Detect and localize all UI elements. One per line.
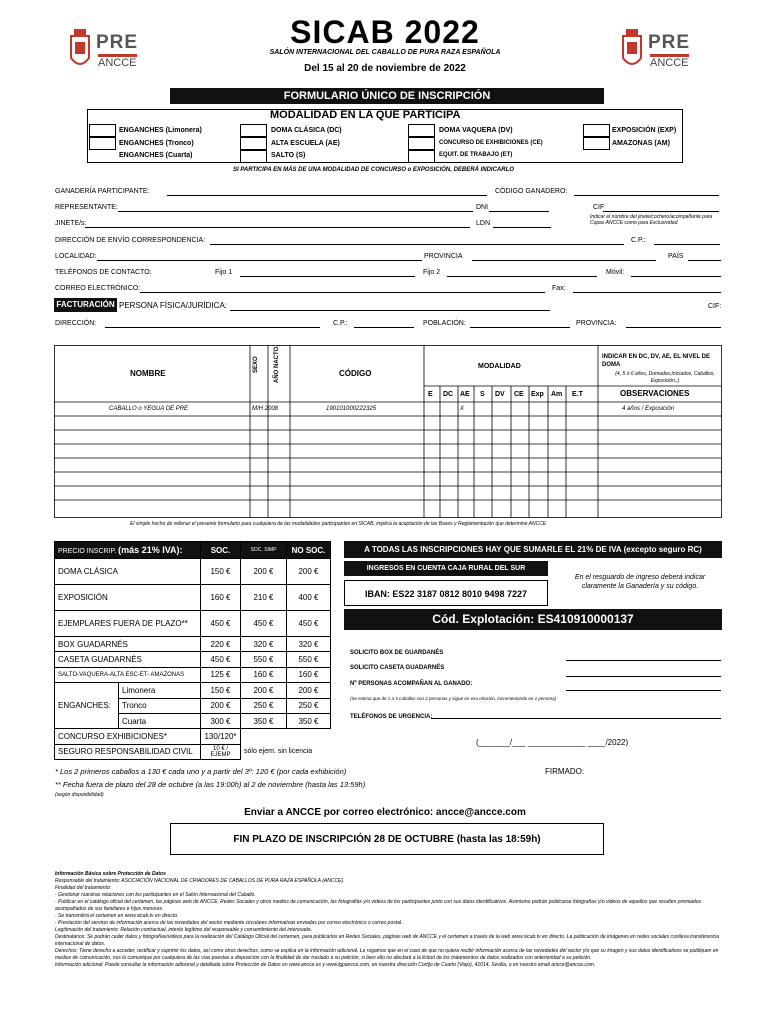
label-fijo1: Fijo 1	[215, 269, 233, 276]
input-direccion-envio[interactable]	[210, 244, 624, 245]
input-movil[interactable]	[631, 276, 721, 277]
input-fijo1[interactable]	[240, 276, 415, 277]
price-row-box: BOX GUADARNÉS 220 € 320 € 320 €	[55, 637, 331, 652]
price-row-exposicion: EXPOSICIÓN 160 € 210 € 400 €	[55, 585, 331, 611]
price-row-seguro: SEGURO RESPONSABILIDAD CIVIL 10 € / EJEMP sólo ejem. sin licencia	[55, 744, 331, 759]
col-ae: AE	[460, 391, 470, 398]
col-e: E	[428, 391, 433, 398]
price-row-fuera-plazo: EJEMPLARES FUERA DE PLAZO** 450 € 450 € 450 €	[55, 611, 331, 637]
label-cp2: C.P.:	[333, 320, 348, 327]
input-correo[interactable]	[140, 292, 545, 293]
input-pais[interactable]	[688, 260, 721, 261]
price-row-tronco: Tronco 200 € 250 € 250 €	[55, 698, 331, 713]
input-cp[interactable]	[654, 244, 720, 245]
label-solicito-caseta: SOLICITO CASETA GUADARNÉS	[350, 665, 445, 671]
label-fax: Fax:	[552, 285, 566, 292]
logo-ancce-text: ANCCE	[98, 54, 137, 69]
label-jinete: JINETE/s:	[55, 220, 87, 227]
modalidad-title: MODALIDAD EN LA QUE PARTICIPA	[270, 109, 461, 121]
input-cp2[interactable]	[354, 327, 414, 328]
input-representante[interactable]	[118, 211, 473, 212]
fecha-firma: (_______/___ _____________ ____/2022)	[476, 738, 629, 747]
input-persona[interactable]	[230, 310, 550, 311]
input-fax[interactable]	[573, 292, 721, 293]
iban-box: IBAN: ES22 3187 0812 8010 9498 7227	[344, 580, 548, 606]
ingresos-banner: INGRESOS EN CUENTA CAJA RURAL DEL SUR	[344, 561, 548, 576]
checkbox-enganches-tronco[interactable]	[89, 137, 116, 150]
label-salto: SALTO (S)	[271, 152, 306, 159]
checkbox-amazonas[interactable]	[583, 137, 610, 150]
price-head-iva: (más 21% IVA):	[118, 545, 183, 555]
input-personas[interactable]	[566, 690, 721, 691]
form-title-bar: FORMULARIO ÚNICO DE INSCRIPCIÓN	[170, 88, 604, 104]
label-cif2: CIF:	[708, 303, 722, 310]
label-movil: Móvil:	[606, 269, 625, 276]
col-dv: DV	[495, 391, 505, 398]
label-equitacion-trabajo: EQUIT. DE TRABAJO (ET)	[439, 152, 513, 158]
price-row-concurso: CONCURSO EXHIBICIONES* 130/120*	[55, 729, 331, 744]
input-solicito-box[interactable]	[566, 660, 721, 661]
example-codigo: 190101000222325	[326, 406, 377, 412]
input-ldn[interactable]	[493, 227, 551, 228]
label-ganaderia: GANADERÍA PARTICIPANTE:	[55, 188, 150, 195]
enviar-email: Enviar a ANCCE por correo electrónico: ancce@ancce.com	[244, 807, 526, 818]
input-solicito-caseta[interactable]	[566, 676, 721, 677]
cif-note: Indicar el nombre del jinete/cochero/acompañante para Copas ANCCE como para Exclusividad.	[590, 214, 713, 226]
input-cif[interactable]	[603, 211, 719, 212]
input-telefonos-urgencia[interactable]	[431, 718, 721, 719]
col-codigo: CÓDIGO	[339, 369, 372, 378]
label-enganches-tronco: ENGANCHES (Tronco)	[119, 140, 194, 147]
label-alta-escuela: ALTA ESCUELA (AE)	[271, 140, 340, 147]
price-row-doma: DOMA CLÁSICA 150 € 200 € 200 €	[55, 559, 331, 585]
example-obs: 4 años / Exposición	[622, 406, 675, 412]
col-et: E.T	[572, 391, 583, 398]
price-head-soc: SOC.	[201, 542, 241, 559]
note-fuera-plazo: ** Fecha fuera de plazo del 28 de octubre (a las 19:00h) al 2 de noviembre (hasta las 13:59h)	[55, 780, 366, 789]
price-row-salto: SALTO-VAQUERA-ALTA ESC-ET- AMAZONAS 125 € 160 € 160 €	[55, 667, 331, 682]
label-codigo-ganadero: CÓDIGO GANADERO:	[495, 188, 568, 195]
label-cp: C.P.:	[631, 237, 646, 244]
price-head-nosoc: NO SOC.	[287, 542, 331, 559]
input-poblacion[interactable]	[470, 327, 570, 328]
label-ldn: LDN	[476, 220, 491, 227]
checkbox-enganches-limonera[interactable]	[89, 124, 116, 137]
input-provincia2[interactable]	[626, 327, 721, 328]
personas-note: (Se estima que de 1 a 3 caballos son 2 personas y sigue en esa relación, incrementando en 1 persona)	[350, 696, 557, 701]
input-dni[interactable]	[489, 211, 549, 212]
label-provincia2: PROVINCIA:	[576, 320, 617, 327]
label-correo: CORREO ELECTRÓNICO:	[55, 285, 141, 292]
checkbox-doma-clasica[interactable]	[240, 124, 267, 137]
col-observaciones: OBSERVACIONES	[620, 389, 690, 398]
page-title: SICAB 2022	[290, 14, 480, 50]
label-amazonas: AMAZONAS (AM)	[612, 140, 670, 147]
logo-pre-text: PRE	[96, 32, 139, 53]
event-dates: Del 15 al 20 de noviembre de 2022	[304, 63, 466, 74]
label-doma-vaquera: DOMA VAQUERA (DV)	[439, 127, 513, 134]
price-table	[54, 541, 331, 760]
legal-text: Información Básica sobre Protección de Datos Responsable del tratamiento: ASOCIACIÓN NACIONAL DE CRIADORES DE CABALLOS DE PURA RAZA ESPAÑOLA (ANCCE). Finalidad del tratamiento: · Gestionar nuestras relaciones con los participantes en el Salón Internacional del Caballo. · Publicar en el catálogo oficial del certamen, las páginas web de ANCCE, Redes Sociales y otros medios de comunicación, las fotografías y/o videos de los participantes junto con sus datos identificativos. Asimismo podrán publicarse fotografías y/o videos de aquellos que resulten premiados acompañados de sus familiares e hijos menores. · Se transmitirá el certamen en www.sicab.tv en directo. · Prestación del servicio de información acerca de las novedades del sector mediante circulares informativas enviadas por correo electrónico o correo postal. Legitimación del tratamiento: Relación contractual, interés legítimo del responsable y consentimiento del interesado. Destinatarios: Se podrán ceder datos y fotografías/videos para la realización del Catálogo Oficial del certamen, para publicarlos en Redes Sociales, páginas web de ANCCE y el certamen a través de la web www.sicab.tv en directo. La publicación de imágenes en redes sociales conlleva transferencia internacional de datos. Derechos: Tiene derecho a acceder, rectificar y suprimir los datos, así como otros derechos, como se explica en la información adicional. Le rogamos que en el caso de que no quiera recibir información acerca de las novedades del sector y/o que su imagen y sus datos identificativos se publiquen en medios de comunicación, nos lo comunique por cualquiera de las vías puestas a disposición con la finalidad de dar traslado a su petición, si bien ello no afectará a la licitud de los tratamientos de datos realizados con anterioridad a su petición. Información adicional: Puede consultar la información adicional y detallada sobre Protección de Datos en www.ancce.es y www.lgpancce.com, en nuestra dirección Cortijo de Cuarto (Viejo), 41014, Sevilla, o en nuestro email ancce@ancce.com.	[55, 871, 720, 968]
label-poblacion: POBLACIÓN:	[423, 320, 466, 327]
col-dc: DC	[443, 391, 454, 398]
checkbox-doma-vaquera[interactable]	[408, 124, 435, 137]
fin-plazo-box: FIN PLAZO DE INSCRIPCIÓN 28 DE OCTUBRE (hasta las 18:59h)	[170, 823, 604, 855]
col-am: Am	[551, 391, 563, 398]
col-s: S	[480, 391, 485, 398]
label-dni: DNI	[476, 204, 489, 211]
indicar-nivel-detail: (4, 5 ó 6 años, Domados,Iniciados, Caballos, Exposición..)	[615, 371, 715, 384]
note-concurso: * Los 2 primeros caballos a 130 € cada uno y a partir del 3º: 120 € (por cada exhibición)	[55, 767, 347, 776]
label-pais: PAÍS	[668, 253, 684, 260]
price-row-cuarta: Cuarta 300 € 350 € 350 €	[55, 713, 331, 728]
col-exp: Exp	[531, 391, 544, 398]
label-localidad: LOCALIDAD:	[55, 253, 97, 260]
label-provincia: PROVINCIA	[424, 253, 463, 260]
price-head-label: PRECIO INSCRIP.	[58, 548, 117, 555]
resguardo-note: En el resguardo de ingreso deberá indicar claramente la Ganadería y su código.	[574, 574, 706, 590]
indicar-nivel: INDICAR EN DC, DV, AE, EL NIVEL DE DOMA	[602, 354, 711, 368]
col-sexo: SEXO	[253, 356, 259, 373]
example-nombre: CABALLO o YEGUA DE PRE	[109, 406, 189, 412]
price-row-caseta: CASETA GUADARNÉS 450 € 550 € 550 €	[55, 652, 331, 667]
checkbox-salto[interactable]	[240, 150, 267, 163]
label-concurso-exhibiciones: CONCURSO DE EXHIBICIONES (CE)	[439, 140, 543, 146]
label-representante: REPRESENTANTE:	[55, 204, 118, 211]
label-enganches-cuarta: ENGANCHES (Cuarta)	[119, 152, 193, 159]
label-exposicion: EXPOSICIÓN (EXP)	[612, 127, 677, 134]
checkbox-concurso-exhibiciones[interactable]	[408, 137, 435, 150]
label-enganches-limonera: ENGANCHES (Limonera)	[119, 127, 202, 134]
example-sexo-ano: M/H 2008	[252, 406, 279, 412]
col-nombre: NOMBRE	[130, 369, 166, 378]
input-provincia[interactable]	[472, 260, 656, 261]
col-modalidad: MODALIDAD	[478, 363, 521, 370]
price-head-socsimp: SOC. SIMP	[241, 542, 287, 559]
input-jinete[interactable]	[85, 227, 470, 228]
label-persona: PERSONA FÍSICA/JURÍDICA:	[119, 301, 228, 310]
label-telefonos: TELÉFONOS DE CONTACTO:	[55, 269, 152, 276]
checkbox-alta-escuela[interactable]	[240, 137, 267, 150]
disclaimer: El simple hecho de rellenar el presente formulario para cualquiera de las modalidades participantes en SICAB, implica la aceptación de las Bases y Reglamentación que determine ANCCE	[130, 521, 547, 527]
col-ce: CE	[514, 391, 524, 398]
input-codigo-ganadero[interactable]	[574, 195, 719, 196]
input-ganaderia[interactable]	[167, 195, 487, 196]
label-firmado: FIRMADO:	[545, 767, 585, 776]
label-fijo2: Fijo 2	[423, 269, 441, 276]
facturacion-tag: FACTURACIÓN	[54, 298, 117, 312]
iva-banner: A TODAS LAS INSCRIPCIONES HAY QUE SUMARLE EL 21% DE IVA (excepto seguro RC)	[344, 541, 722, 558]
label-cif: CIF	[593, 204, 605, 211]
input-direccion[interactable]	[105, 327, 320, 328]
label-direccion: DIRECCIÓN:	[55, 320, 97, 327]
price-row-limonera: ENGANCHES: Limonera 150 € 200 € 200 €	[55, 683, 331, 698]
enganches-label: ENGANCHES:	[55, 683, 119, 729]
checkbox-equitacion-trabajo[interactable]	[408, 150, 435, 163]
input-fijo2[interactable]	[447, 276, 597, 277]
label-telefonos-urgencia: TELÉFONOS DE URGENCIA:	[350, 714, 433, 720]
label-personas: Nº PERSONAS ACOMPAÑAN AL GANADO:	[350, 681, 473, 687]
logo-ancce-text: ANCCE	[650, 54, 689, 69]
label-direccion-envio: DIRECCIÓN DE ENVÍO CORRESPONDENCIA:	[55, 237, 206, 244]
example-x: X	[460, 406, 465, 412]
note-disponibilidad: (según disponibilidad)	[55, 792, 104, 798]
checkbox-exposicion[interactable]	[583, 124, 610, 137]
label-solicito-box: SOLICITO BOX DE GUARDANÉS	[350, 650, 444, 656]
col-ano: AÑO NACTO.	[274, 345, 280, 383]
cod-explotacion-banner: Cód. Explotación: ES410910000137	[344, 609, 722, 630]
modalidad-note: SI PARTICIPA EN MÁS DE UNA MODALIDAD DE CONCURSO o EXPOSICIÓN, DEBERÁ INDICARLO	[233, 167, 514, 173]
input-localidad[interactable]	[97, 260, 422, 261]
horses-table	[54, 345, 722, 518]
logo-pre-text: PRE	[648, 32, 691, 53]
subtitle: SALÓN INTERNACIONAL DEL CABALLO DE PURA RAZA ESPAÑOLA	[269, 49, 501, 56]
label-doma-clasica: DOMA CLÁSICA (DC)	[271, 127, 342, 134]
